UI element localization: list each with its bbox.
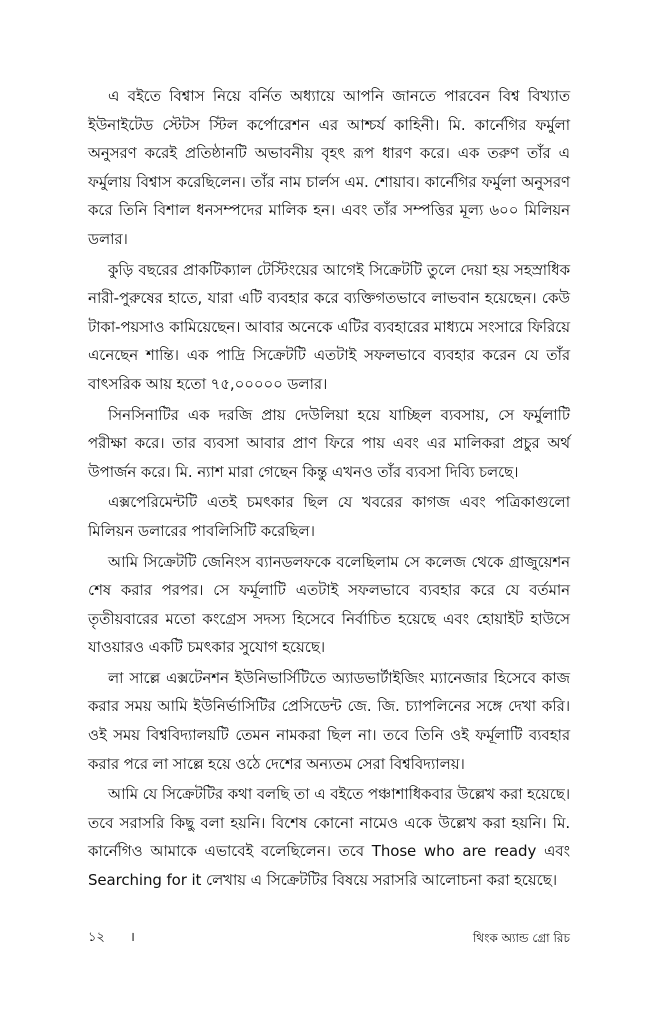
page-number: ১২ — [88, 930, 105, 945]
paragraph-4: এক্সপেরিমেন্টটি এতই চমৎকার ছিল যে খবরের কাগজ এবং পত্রিকাগুলো মিলিয়ন ডলারের পাবলিসিটি করেছিল। — [88, 493, 570, 540]
page-footer — [88, 926, 570, 950]
running-title: থিংক অ্যান্ড গ্রো রিচ — [473, 931, 570, 945]
paragraph-6: লা সাল্লে এক্সটেনশন ইউনিভার্সিটিতে অ্যাডভার্টাইজিং ম্যানেজার হিসেবে কাজ করার সময় আমি ইউনির্ভাসিটির প্রেসিডেন্ট জে. জি. চ্যাপলিনের সঙ্গে দেখা করি। ওই সময় বিশ্ববিদ্যালয়টি তেমন নামকরা ছিল না। তবে তিনি ওই ফর্মূলাটি ব্যবহার করার পরে লা সাল্লে হয়ে ওঠে দেশের অন্যতম সেরা বিশ্ববিদ্যালয়। — [88, 668, 570, 773]
paragraph-5: আমি সিক্রেটটি জেনিংস ব্যানডলফকে বলেছিলাম সে কলেজ থেকে গ্রাজুয়েশন শেষ করার পরপর। সে ফর্মূলাটি এতটাই সফলভাবে ব্যবহার করে যে বর্তমান তৃতীয়বারের মতো কংগ্রেস সদস্য হিসেবে নির্বাচিত হয়েছে এবং হোয়াইট হাউসে যাওয়ারও একটি চমৎকার সুযোগ হয়েছে। — [88, 552, 570, 657]
paragraph-2: কুড়ি বছরের প্রাকটিক্যাল টেস্টিংয়ের আগেই সিক্রেটটি তুলে দেয়া হয় সহস্রাধিক নারী-পুরুষের হাতে, যারা এটি ব্যবহার করে ব্যক্তিগতভাবে লাভবান হয়েছেন। কেউ টাকা-পয়সাও কামিয়েছেন। আবার অনেকে এটির ব্যবহারের মাধ্যমে সংসারে ফিরিয়ে এনেছেন শান্তি। এক পাদ্রি সিক্রেটটি এতটাই সফলভাবে ব্যবহার করেন যে তাঁর বাৎসরিক আয় হতো ৭৫,০০০০০ ডলার। — [88, 260, 570, 393]
footer-separator: । — [130, 930, 135, 945]
paragraph-7: আমি যে সিক্রেটটির কথা বলছি তা এ বইতে পঞ্চাশাধিকবার উল্লেখ করা হয়েছে। তবে সরাসরি কিছু বলা হয়নি। বিশেষ কোনো নামেও একে উল্লেখ করা হয়নি। মি. কার্নেগিও আমাকে এভাবেই বলেছিলেন। তবে Those who are ready এবং Searching for it লেখায় এ সিক্রেটটির বিষয়ে সরাসরি আলোচনা করা হয়েছে। — [88, 785, 570, 890]
body-text — [88, 82, 570, 897]
paragraph-1: এ বইতে বিশ্বাস নিয়ে বর্নিত অধ্যায়ে আপনি জানতে পারবেন বিশ্ব বিখ্যাত ইউনাইটেড স্টেটস স্টিল কর্পোরেশন এর আশ্চর্য কাহিনী। মি. কার্নেগির ফর্মুলা অনুসরণ করেই প্রতিষ্ঠানটি অভাবনীয় বৃহৎ রূপ ধারণ করে। এক তরুণ তাঁর এ ফর্মুলায় বিশ্বাস করেছিলেন। তাঁর নাম চার্লস এম. শোয়াব। কার্নেগির ফর্মুলা অনুসরণ করে তিনি বিশাল ধনসম্পদের মালিক হন। এবং তাঁর সম্পত্তির মূল্য ৬০০ মিলিয়ন ডলার। — [88, 87, 570, 248]
paragraph-3: সিনসিনাটির এক দরজি প্রায় দেউলিয়া হয়ে যাচ্ছিল ব্যবসায়, সে ফর্মুলাটি পরীক্ষা করে। তার ব্যবসা আবার প্রাণ ফিরে পায় এবং এর মালিকরা প্রচুর অর্থ উপার্জন করে। মি. ন্যাশ মারা গেছেন কিন্তু এখনও তাঁর ব্যবসা দিব্যি চলছে। — [88, 405, 570, 481]
